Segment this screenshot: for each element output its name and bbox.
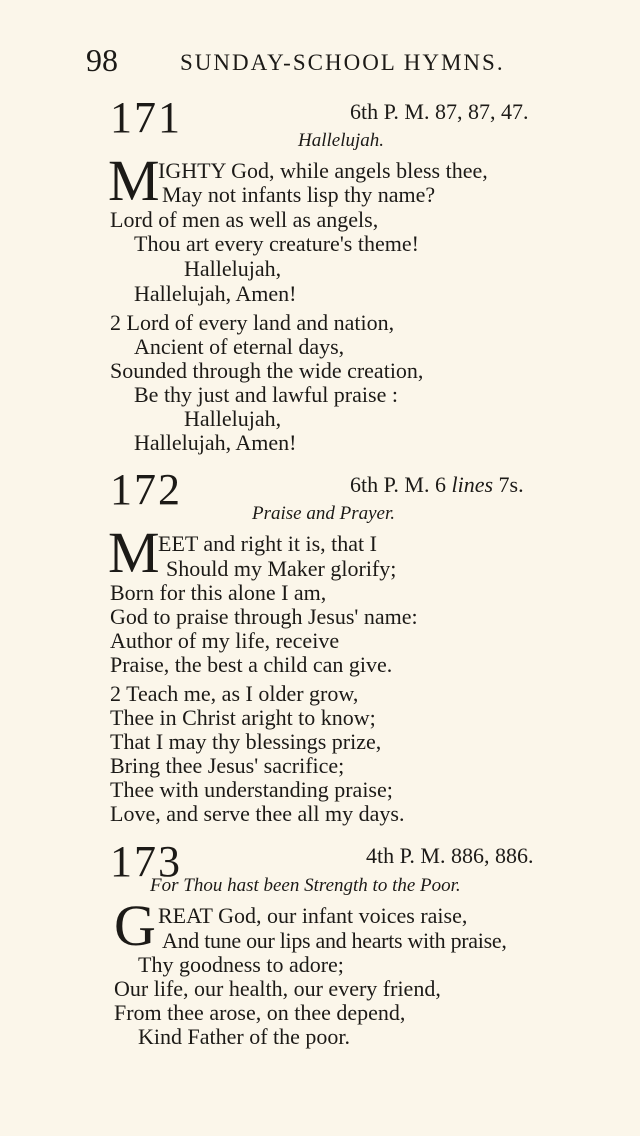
hymn-173-line: Thy goodness to adore; bbox=[138, 952, 344, 977]
hymn-172-line: Thee in Christ aright to know; bbox=[110, 705, 376, 730]
hymn-number-172: 172 bbox=[110, 465, 182, 514]
hymn-172-line: Love, and serve thee all my days. bbox=[110, 801, 405, 826]
hymn-172-line: Should my Maker glorify; bbox=[166, 556, 397, 581]
hymn-172-meter: 6th P. M. 6 lines 7s. bbox=[350, 472, 524, 497]
hymn-173-line: Our life, our health, our every friend, bbox=[114, 976, 441, 1001]
hymn-172-line: Author of my life, receive bbox=[110, 628, 340, 653]
hymn-172-line: Bring thee Jesus' sacrifice; bbox=[110, 753, 345, 778]
hymn-173-meter: 4th P. M. 886, 886. bbox=[366, 843, 534, 868]
hymn-173-title: For Thou hast been Strength to the Poor. bbox=[150, 875, 461, 896]
page-number: 98 bbox=[86, 42, 118, 78]
hymn-171-line: Sounded through the wide creation, bbox=[110, 358, 424, 383]
hymn-172-title: Praise and Prayer. bbox=[252, 503, 396, 524]
hymn-172-line: That I may thy blessings prize, bbox=[110, 729, 382, 754]
hymn-171-line: 2 Lord of every land and nation, bbox=[110, 310, 395, 335]
hymn-171-line: Hallelujah, bbox=[184, 406, 282, 431]
hymn-171-line: Hallelujah, bbox=[184, 256, 282, 281]
hymn-171-line: May not infants lisp thy name? bbox=[162, 182, 436, 207]
hymn-172-line-1: EET and right it is, that I bbox=[158, 531, 377, 556]
hymn-171-title: Hallelujah. bbox=[298, 130, 385, 151]
hymn-172-line: God to praise through Jesus' name: bbox=[110, 604, 418, 629]
hymn-172-line: 2 Teach me, as I older grow, bbox=[110, 681, 359, 706]
hymn-172-drop-cap: M bbox=[108, 520, 160, 585]
hymn-173-line: From thee arose, on thee depend, bbox=[114, 1000, 406, 1025]
hymn-171-line: Ancient of eternal days, bbox=[134, 334, 345, 359]
hymn-171-line: Hallelujah, Amen! bbox=[134, 430, 297, 455]
hymn-number-171: 171 bbox=[110, 93, 182, 142]
hymn-number-173: 173 bbox=[110, 837, 182, 886]
hymn-171-line: Thou art every creature's theme! bbox=[134, 231, 419, 256]
hymn-173-line: And tune our lips and hearts with praise, bbox=[162, 928, 507, 953]
hymn-171-line-1: IGHTY God, while angels bless thee, bbox=[158, 158, 488, 183]
hymn-172-line: Born for this alone I am, bbox=[110, 580, 327, 605]
hymn-173-line-1: REAT God, our infant voices raise, bbox=[158, 903, 468, 928]
running-head: SUNDAY-SCHOOL HYMNS. bbox=[180, 50, 505, 75]
hymn-171-line: Be thy just and lawful praise : bbox=[134, 382, 398, 407]
hymn-171-meter: 6th P. M. 87, 87, 47. bbox=[350, 99, 529, 124]
hymn-171-line: Lord of men as well as angels, bbox=[110, 207, 379, 232]
hymn-172-line: Praise, the best a child can give. bbox=[110, 652, 393, 677]
hymn-173-drop-cap: G bbox=[114, 893, 156, 958]
hymn-171-drop-cap: M bbox=[108, 148, 160, 213]
hymn-172-line: Thee with understanding praise; bbox=[110, 777, 393, 802]
hymn-171-line: Hallelujah, Amen! bbox=[134, 281, 297, 306]
hymn-173-line: Kind Father of the poor. bbox=[138, 1024, 351, 1049]
